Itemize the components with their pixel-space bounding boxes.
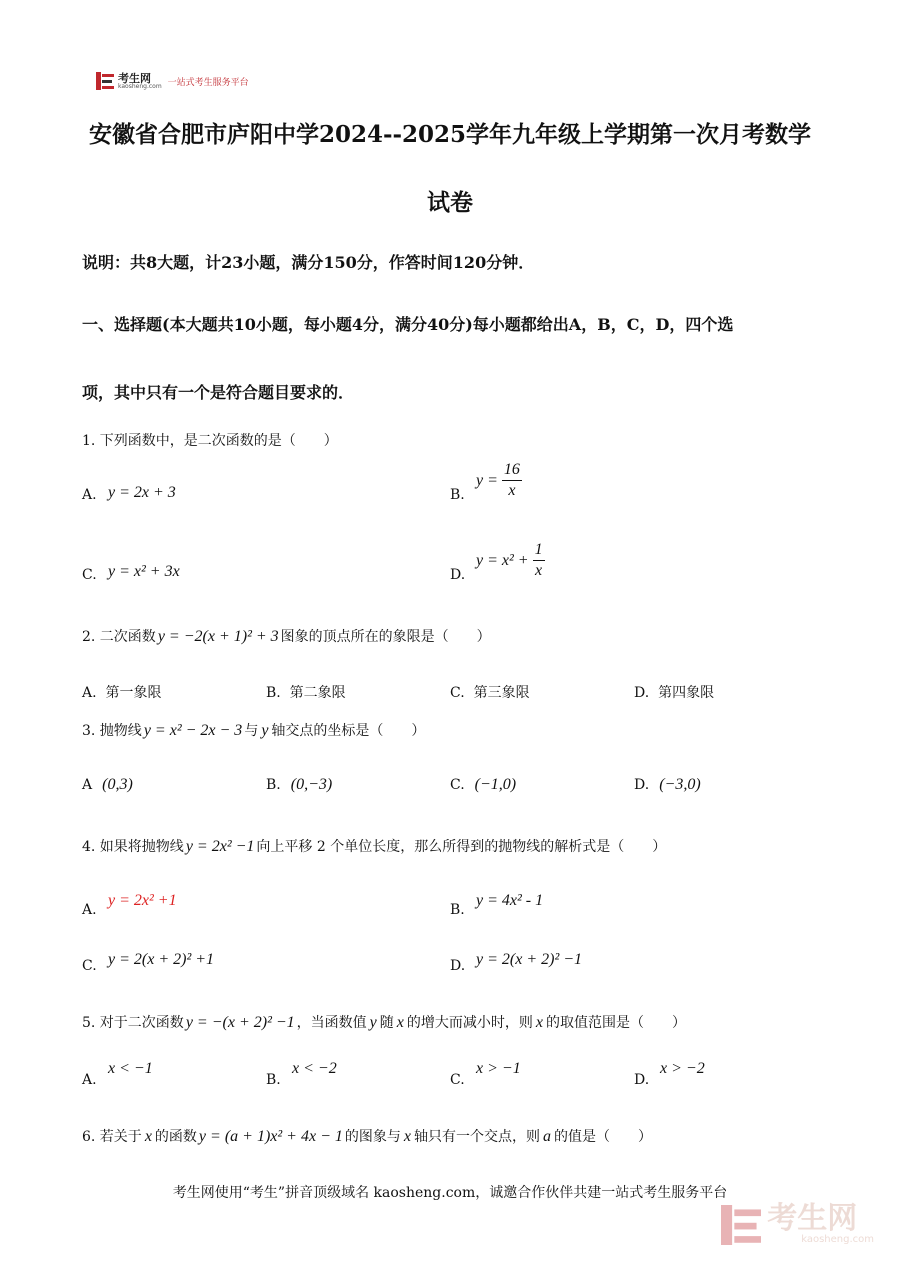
q3-stem <box>82 720 425 740</box>
q4-option-b: y = 4x² - 1 <box>476 892 544 909</box>
q1-stem: 1. 下列函数中，是二次函数的是（ ） <box>82 433 338 449</box>
logo-slogan: 一站式考生服务平台 <box>167 77 249 88</box>
q3-option-c <box>450 776 516 794</box>
q1-option-d <box>476 542 545 579</box>
q5-formula: y = −(x + 2)² −1 <box>185 1014 295 1031</box>
q4-stem <box>82 836 666 856</box>
q5-stem-mid3: 的增大而减小时，则 <box>406 1015 533 1031</box>
q1-option-d-label: D. <box>450 567 466 583</box>
q5-var-x2: x <box>535 1014 543 1031</box>
q3-stem-pre: 3. 抛物线 <box>82 723 142 739</box>
q2-option-a-label: A. <box>82 685 97 701</box>
q1-option-a-label: A. <box>82 487 97 503</box>
q3-option-b-text: (0,−3) <box>290 776 333 793</box>
logo-domain: kaosheng.com <box>118 82 162 90</box>
q1-option-a: y = 2x + 3 <box>108 484 176 501</box>
q4-option-b-label: B. <box>450 902 465 918</box>
q2-option-d-label: D. <box>634 685 650 701</box>
section1-heading-line1: 一、选择题(本大题共10小题，每小题4分，满分40分)每小题都给出A，B，C，D，四个选 <box>82 315 734 334</box>
q2-option-d-text: 第四象限 <box>658 685 715 701</box>
q5-option-a-label: A. <box>82 1072 97 1088</box>
q4-option-a: y = 2x² +1 <box>108 892 177 909</box>
q5-stem-post: 的取值范围是（ ） <box>545 1015 686 1031</box>
q5-option-d: x > −2 <box>660 1060 705 1077</box>
q2-stem <box>82 626 491 646</box>
q3-option-b-label: B. <box>266 777 281 793</box>
q3-option-c-text: (−1,0) <box>474 776 517 793</box>
q3-formula: y = x² − 2x − 3 <box>143 722 243 739</box>
q2-option-a-text: 第一象限 <box>105 685 162 701</box>
q5-option-b: x < −2 <box>292 1060 337 1077</box>
q1-option-b-denominator: x <box>508 482 516 499</box>
q1-option-b <box>476 462 522 499</box>
watermark-logo-icon <box>721 1205 761 1245</box>
q3-option-d <box>634 776 701 794</box>
q4-formula: y = 2x² −1 <box>185 838 255 855</box>
q3-option-d-text: (−3,0) <box>659 776 701 793</box>
q4-stem-pre: 4. 如果将抛物线 <box>82 839 184 855</box>
q3-stem-mid: 与 <box>244 723 259 739</box>
q6-var-x: x <box>144 1128 152 1145</box>
q6-var-x2: x <box>403 1128 411 1145</box>
q3-option-a-text: (0,3) <box>102 776 133 793</box>
exam-note: 说明：共8大题，计23小题，满分150分，作答时间120分钟． <box>82 253 535 272</box>
q2-option-d <box>634 682 714 702</box>
q5-option-a: x < −1 <box>108 1060 153 1077</box>
header-logo <box>96 72 249 90</box>
q2-option-b <box>266 682 346 702</box>
q1-option-d-lhs: y = x² + <box>476 551 529 569</box>
q3-axis-var: y <box>261 722 269 739</box>
q1-option-d-denominator: x <box>535 562 543 579</box>
kaosheng-logo-icon <box>96 72 114 90</box>
q4-option-a-label: A. <box>82 902 97 918</box>
q3-option-d-label: D. <box>634 777 650 793</box>
q1-option-c-label: C. <box>82 567 97 583</box>
q4-option-c-label: C. <box>82 958 97 974</box>
q1-option-b-lhs: y = <box>476 471 498 489</box>
q5-var-x: x <box>396 1014 404 1031</box>
q5-option-c: x > −1 <box>476 1060 521 1077</box>
q1-option-b-label: B. <box>450 487 465 503</box>
watermark-name: 考生网 <box>767 1201 858 1236</box>
q2-option-b-label: B. <box>266 685 281 701</box>
q5-stem-mid1: ，当函数值 <box>296 1015 367 1031</box>
q2-option-c <box>450 682 530 702</box>
q4-option-d: y = 2(x + 2)² −1 <box>476 951 583 968</box>
q5-stem-pre: 5. 对于二次函数 <box>82 1015 184 1031</box>
q3-option-c-label: C. <box>450 777 465 793</box>
q4-option-d-label: D. <box>450 958 466 974</box>
q4-stem-post: 向上平移 2 个单位长度，那么所得到的抛物线的解析式是（ ） <box>256 839 667 855</box>
q3-stem-post: 轴交点的坐标是（ ） <box>271 723 426 739</box>
q5-stem-mid2: 随 <box>379 1015 394 1031</box>
page-title-line1: 安徽省合肥市庐阳中学2024--2025学年九年级上学期第一次月考数学 <box>88 121 812 148</box>
q2-formula: y = −2(x + 1)² + 3 <box>157 628 279 645</box>
q6-stem-mid3: 轴只有一个交点，则 <box>413 1129 540 1145</box>
q3-option-a <box>82 776 133 794</box>
q6-stem-mid2: 的图象与 <box>344 1129 401 1145</box>
q2-option-a <box>82 682 161 702</box>
q2-stem-post: 图象的顶点所在的象限是（ ） <box>280 629 491 645</box>
section1-heading-line2: 项，其中只有一个是符合题目要求的． <box>82 383 355 402</box>
q3-option-b <box>266 776 332 794</box>
q6-stem-pre: 6. 若关于 <box>82 1129 142 1145</box>
q5-stem <box>82 1012 686 1032</box>
q5-option-d-label: D. <box>634 1072 650 1088</box>
watermark-domain: kaosheng.com <box>801 1234 874 1245</box>
q6-stem-post: 的值是（ ） <box>553 1129 652 1145</box>
q6-formula: y = (a + 1)x² + 4x − 1 <box>198 1128 343 1145</box>
q2-option-c-label: C. <box>450 685 465 701</box>
q5-option-c-label: C. <box>450 1072 465 1088</box>
q5-option-b-label: B. <box>266 1072 281 1088</box>
page-title-line2: 试卷 <box>427 189 473 216</box>
q1-option-c: y = x² + 3x <box>108 563 180 580</box>
q6-stem-mid1: 的函数 <box>154 1129 197 1145</box>
q2-option-b-text: 第二象限 <box>289 685 346 701</box>
q6-var-a: a <box>542 1128 551 1145</box>
q3-option-a-label: A <box>82 777 93 793</box>
q1-option-b-numerator: 16 <box>502 462 522 481</box>
q4-option-c: y = 2(x + 2)² +1 <box>108 951 215 968</box>
q1-option-d-numerator: 1 <box>533 542 545 561</box>
q6-stem <box>82 1126 652 1146</box>
q5-var-y: y <box>369 1014 377 1031</box>
q2-stem-pre: 2. 二次函数 <box>82 629 156 645</box>
logo-name: 考生网 <box>118 71 151 85</box>
watermark <box>721 1201 874 1245</box>
page-footer: 考生网使用“考生”拼音顶级域名 kaosheng.com，诚邀合作伙伴共建一站式考生服务平台 <box>172 1185 728 1201</box>
q2-option-c-text: 第三象限 <box>473 685 530 701</box>
